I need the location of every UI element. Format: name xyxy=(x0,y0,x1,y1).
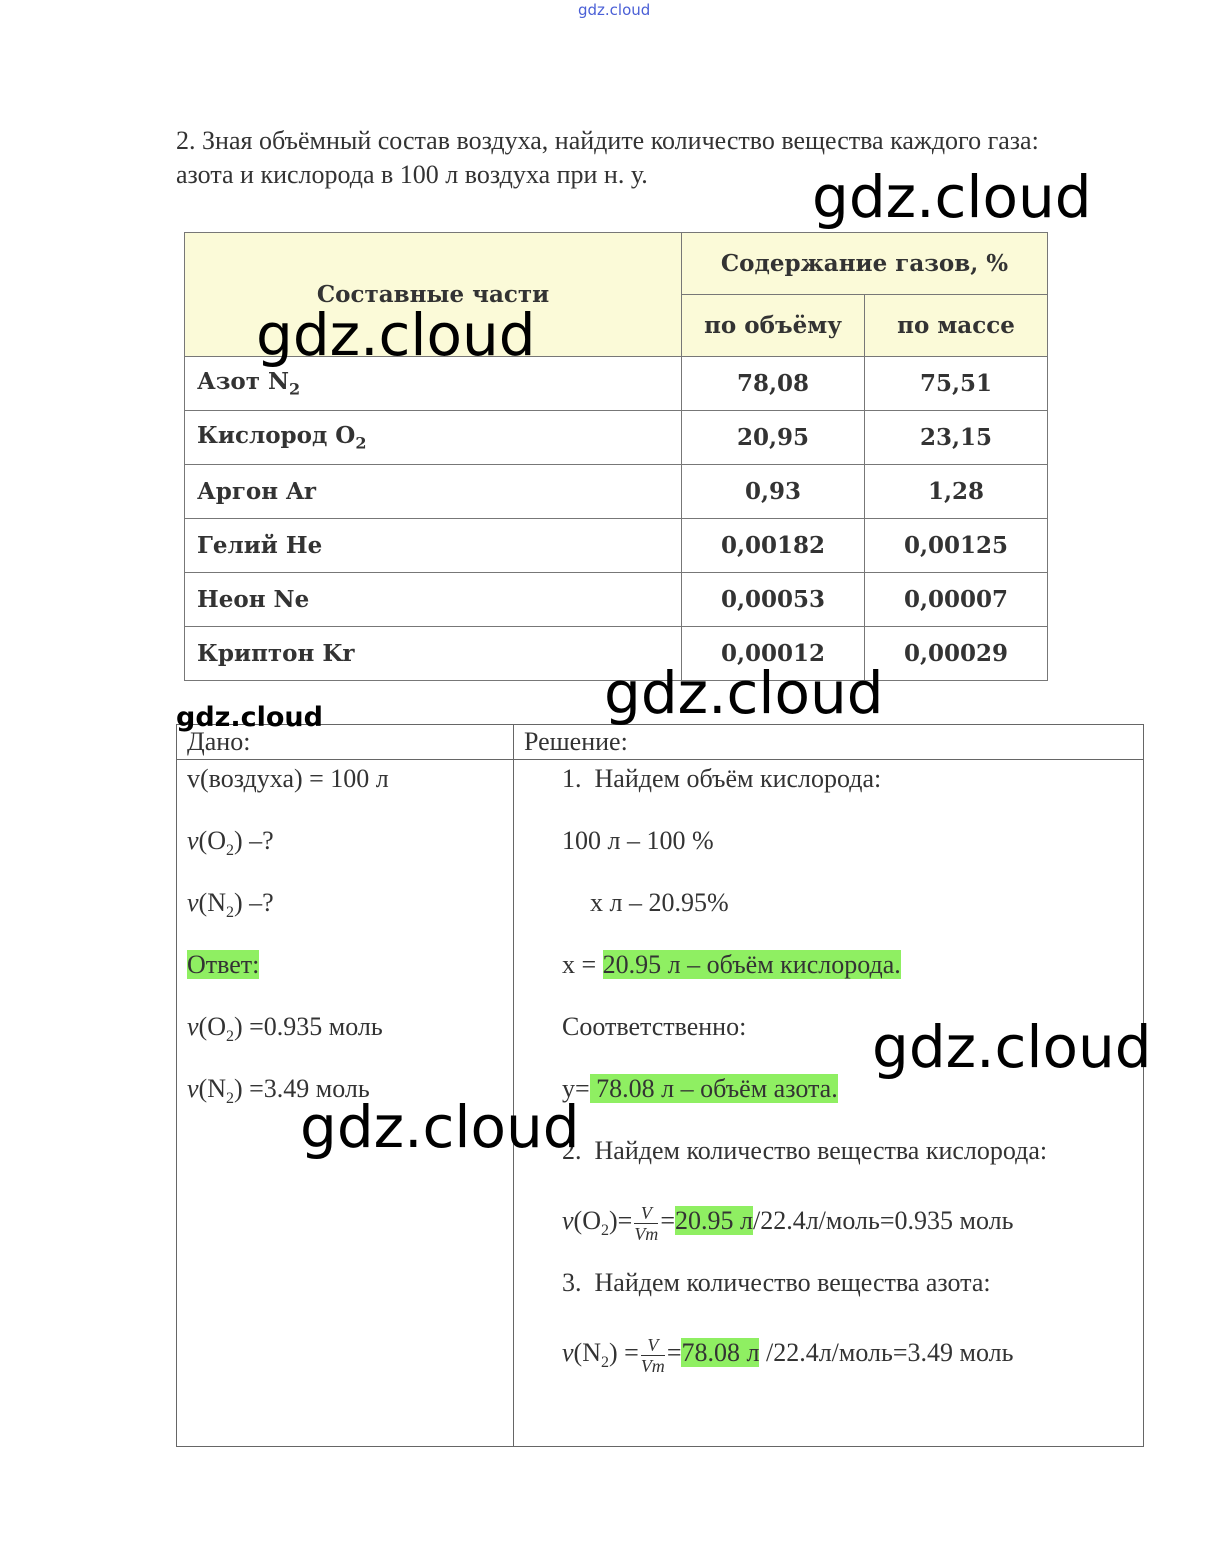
solution-table xyxy=(176,724,1144,1447)
proportion-2: х л – 20.95% xyxy=(590,888,729,917)
gas-volume: 20,95 xyxy=(682,411,865,465)
fraction: $\frac{V}{Vm}$ xyxy=(634,1202,659,1244)
gas-name: Кислород $O_2$ xyxy=(185,411,682,465)
given-header: Дано: xyxy=(177,725,514,760)
answer-o2: $\nu(O_2) =0.935$ моль xyxy=(187,1012,383,1046)
answer-label-line xyxy=(187,946,513,1008)
gas-volume: 0,00012 xyxy=(682,627,865,681)
gas-name: Азот $N_2$ xyxy=(185,357,682,411)
gas-volume: 0,00182 xyxy=(682,519,865,573)
table-row xyxy=(185,519,1048,573)
y-result: у= 78.08 л – объём азота. xyxy=(562,1074,838,1103)
step-1: 1. Найдем объём кислорода: xyxy=(562,764,882,793)
watermark: gdz.cloud xyxy=(812,163,1092,231)
given-n2: $\nu(N_2)$ –? xyxy=(187,888,274,922)
gas-name: Неон Ne xyxy=(185,573,682,627)
table-row xyxy=(185,465,1048,519)
watermark-top: gdz.cloud xyxy=(578,1,651,19)
gas-mass: 75,51 xyxy=(865,357,1048,411)
proportion-1: 100 л – 100 % xyxy=(562,826,714,855)
gas-mass: 0,00007 xyxy=(865,573,1048,627)
gas-mass: 0,00125 xyxy=(865,519,1048,573)
given-o2: $\nu(O_2)$ –? xyxy=(187,826,274,860)
header-parts: Составные части xyxy=(185,233,682,357)
header-content: Содержание газов, % xyxy=(682,233,1048,295)
solution-column xyxy=(514,760,1144,1447)
solution-header: Решение: xyxy=(514,725,1144,760)
y-highlight: 78.08 л – объём азота. xyxy=(589,1074,838,1103)
answer-n2: $\nu(N_2) =3.49$ моль xyxy=(187,1074,370,1108)
gas-mass: 1,28 xyxy=(865,465,1048,519)
x-highlight: 20.95 л – объём кислорода. xyxy=(602,950,901,979)
watermark: gdz.cloud xyxy=(300,1093,580,1161)
problem-line-2: азота и кислорода в 100 л воздуха при н. у. xyxy=(176,160,648,189)
step-2: 2. Найдем количество вещества кислорода: xyxy=(562,1136,1048,1165)
air-composition-table xyxy=(184,232,1048,681)
step-3: 3. Найдем количество вещества азота: xyxy=(562,1268,991,1297)
gas-name: Гелий He xyxy=(185,519,682,573)
gas-mass: 0,00029 xyxy=(865,627,1048,681)
f1-highlight: 20.95 л xyxy=(674,1206,753,1235)
formula-o2: $\nu(O_2)=$ $\frac{V}{Vm}$ =20.95 л/22.4л/моль=0.935 моль xyxy=(562,1202,1014,1244)
fraction: $\frac{V}{Vm}$ xyxy=(640,1334,665,1376)
gas-volume: 0,93 xyxy=(682,465,865,519)
table-row xyxy=(185,573,1048,627)
f2-highlight: 78.08 л xyxy=(681,1338,760,1367)
header-volume: по объёму xyxy=(682,295,865,357)
watermark: gdz.cloud xyxy=(176,702,323,733)
gas-name: Аргон Ar xyxy=(185,465,682,519)
watermark: gdz.cloud xyxy=(872,1013,1152,1081)
formula-n2: $\nu(N_2)$ = $\frac{V}{Vm}$ =78.08 л /22.4л/моль=3.49 моль xyxy=(562,1334,1014,1376)
answer-label: Ответ: xyxy=(187,950,260,979)
gas-volume: 78,08 xyxy=(682,357,865,411)
given-air: v(воздуха) = 100 л xyxy=(187,764,389,793)
gas-volume: 0,00053 xyxy=(682,573,865,627)
gas-name: Криптон Kr xyxy=(185,627,682,681)
respectively: Соответственно: xyxy=(562,1012,747,1041)
table-row xyxy=(185,411,1048,465)
problem-line-1: 2. Зная объёмный состав воздуха, найдите количество вещества каждого газа: xyxy=(176,126,1039,155)
x-result: х = 20.95 л – объём кислорода. xyxy=(562,950,901,979)
watermark: gdz.cloud xyxy=(256,301,536,369)
gas-mass: 23,15 xyxy=(865,411,1048,465)
header-mass: по массе xyxy=(865,295,1048,357)
watermark: gdz.cloud xyxy=(604,659,884,727)
